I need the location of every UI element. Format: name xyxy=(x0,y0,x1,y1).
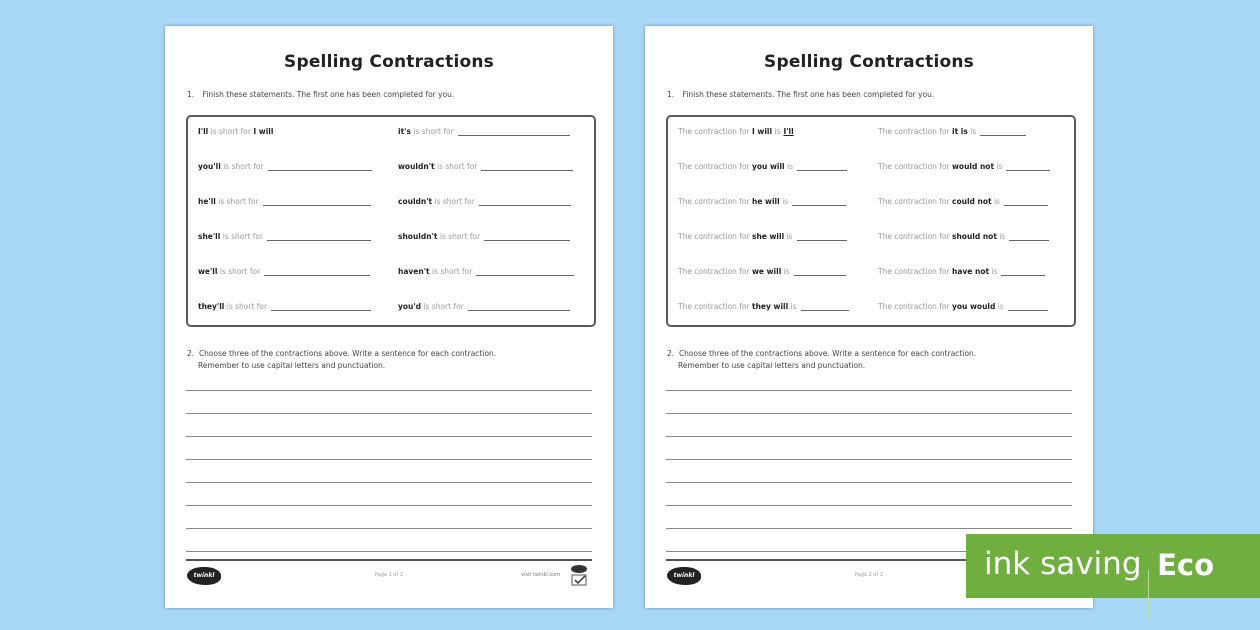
answer-blank[interactable] xyxy=(264,267,370,276)
writing-line[interactable] xyxy=(186,482,592,483)
exercise-row: The contraction for they will is The contraction for you would is xyxy=(678,302,1064,316)
page-title: Spelling Contractions xyxy=(284,52,494,72)
answer-blank[interactable] xyxy=(458,127,570,136)
answer-blank[interactable] xyxy=(481,162,573,171)
answer-blank[interactable] xyxy=(479,197,571,206)
exercise-box xyxy=(186,115,596,327)
writing-line[interactable] xyxy=(666,482,1072,483)
exercise-row: I'll is short for I will it's is short for xyxy=(198,127,584,141)
answer-blank[interactable] xyxy=(1009,232,1049,241)
checked-badge-icon xyxy=(569,563,591,587)
exercise-row: The contraction for I will is I'll The contraction for it is is xyxy=(678,127,1064,141)
question-number: 1. xyxy=(667,90,675,99)
exercise-row: The contraction for you will is The contraction for would not is xyxy=(678,162,1064,176)
exercise-row: he'll is short for couldn't is short for xyxy=(198,197,584,211)
question-2: 2. Choose three of the contractions above. Write a sentence for each contraction. Remember to use capital letters and punctuation. xyxy=(187,349,497,370)
twinkl-logo: twinkl xyxy=(667,567,701,585)
page-number: Page 1 of 2 xyxy=(374,572,404,578)
exercise-row: they'll is short for you'd is short for xyxy=(198,302,584,316)
exercise-box xyxy=(666,115,1076,327)
answer-blank[interactable] xyxy=(792,197,846,206)
answer-blank[interactable] xyxy=(1008,302,1048,311)
writing-line[interactable] xyxy=(666,390,1072,391)
answer-blank[interactable] xyxy=(797,232,847,241)
exercise-row: you'll is short for wouldn't is short for xyxy=(198,162,584,176)
answer-blank[interactable] xyxy=(797,162,847,171)
question-number: 1. xyxy=(187,90,195,99)
answer-blank[interactable] xyxy=(801,302,849,311)
writing-line[interactable] xyxy=(186,528,592,529)
writing-line[interactable] xyxy=(186,436,592,437)
writing-line[interactable] xyxy=(666,505,1072,506)
writing-line[interactable] xyxy=(666,528,1072,529)
worksheet-page-1 xyxy=(165,26,613,608)
exercise-row: The contraction for we will is The contraction for have not is xyxy=(678,267,1064,281)
ink-saving-label: ink saving xyxy=(984,546,1142,582)
exercise-row: she'll is short for shouldn't is short for xyxy=(198,232,584,246)
writing-line[interactable] xyxy=(186,459,592,460)
answer-blank[interactable] xyxy=(1001,267,1045,276)
question-2: 2. Choose three of the contractions above. Write a sentence for each contraction. Remember to use capital letters and punctuation. xyxy=(667,349,977,370)
writing-line[interactable] xyxy=(666,436,1072,437)
writing-line[interactable] xyxy=(186,551,592,552)
answer-blank[interactable] xyxy=(268,162,372,171)
answer-blank[interactable] xyxy=(484,232,570,241)
worksheet-page-2 xyxy=(645,26,1093,608)
eco-label: Eco xyxy=(1157,548,1214,582)
footer-divider xyxy=(186,559,592,561)
page-title: Spelling Contractions xyxy=(764,52,974,72)
answer-blank[interactable] xyxy=(267,232,371,241)
answer-blank[interactable] xyxy=(476,267,574,276)
answer-blank[interactable] xyxy=(263,197,371,206)
exercise-row: The contraction for he will is The contraction for could not is xyxy=(678,197,1064,211)
writing-line[interactable] xyxy=(666,413,1072,414)
answer-blank[interactable] xyxy=(1004,197,1048,206)
eco-ink-saving-badge xyxy=(966,534,1260,598)
question-text: Finish these statements. The first one has been completed for you. xyxy=(202,90,455,99)
answer-blank[interactable] xyxy=(1006,162,1050,171)
page-number: Page 2 of 2 xyxy=(854,572,884,578)
answer-blank[interactable] xyxy=(794,267,846,276)
twinkl-logo: twinkl xyxy=(187,567,221,585)
writing-line[interactable] xyxy=(186,505,592,506)
question-1 xyxy=(667,90,934,99)
badge-divider xyxy=(1148,570,1149,618)
footer-url: visit twinkl.com xyxy=(521,572,561,578)
question-text: Finish these statements. The first one has been completed for you. xyxy=(682,90,935,99)
answer-blank[interactable] xyxy=(980,127,1026,136)
exercise-row: we'll is short for haven't is short for xyxy=(198,267,584,281)
writing-line[interactable] xyxy=(186,413,592,414)
writing-line[interactable] xyxy=(186,390,592,391)
answer-blank[interactable] xyxy=(271,302,371,311)
exercise-row: The contraction for she will is The contraction for should not is xyxy=(678,232,1064,246)
answer-blank[interactable] xyxy=(468,302,570,311)
writing-line[interactable] xyxy=(666,459,1072,460)
question-1 xyxy=(187,90,454,99)
